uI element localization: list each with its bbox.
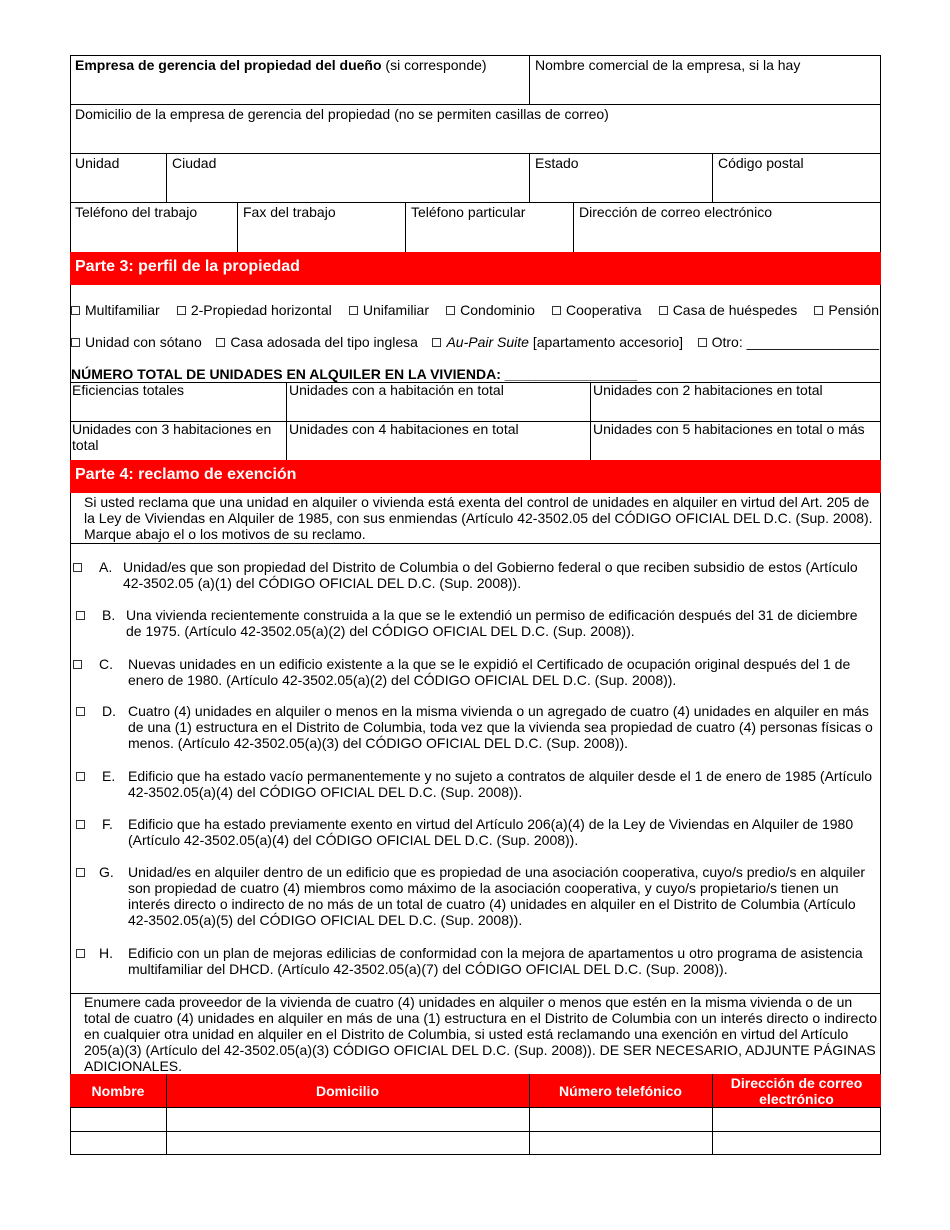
state-field[interactable] <box>530 153 713 203</box>
work-phone-field[interactable] <box>70 202 238 252</box>
property-type-option[interactable] <box>71 302 160 318</box>
checkbox[interactable] <box>814 306 823 315</box>
property-type-option[interactable] <box>216 334 418 350</box>
one-bed-label: Unidades con a habitación en total <box>289 382 504 398</box>
checkbox[interactable] <box>73 563 82 572</box>
checkbox[interactable] <box>349 306 358 315</box>
three-bed-field[interactable] <box>70 421 287 460</box>
claim-text: Nuevas unidades en un edificio existente a la que se le expidió el Certificado de ocupación original después del 1 de enero de 1980. (Artículo 42-3502.05(a)(2) del CÓDIGO OFICIAL DEL D.C. (Sup. 2008)). <box>128 656 851 688</box>
option-label: Casa adosada del tipo inglesa <box>230 334 418 350</box>
work-phone-label: Teléfono del trabajo <box>75 204 198 220</box>
option-label: Condominio <box>460 302 535 318</box>
checkbox[interactable] <box>76 949 85 958</box>
option-label: Multifamiliar <box>85 302 160 318</box>
one-bed-field[interactable] <box>287 382 591 421</box>
claim-letter: A. <box>99 559 113 575</box>
home-phone-label: Teléfono particular <box>411 204 526 220</box>
trade-name-field[interactable] <box>530 55 881 105</box>
property-type-option[interactable] <box>814 302 879 318</box>
two-bed-label: Unidades con 2 habitaciones en total <box>593 382 823 398</box>
checkbox[interactable] <box>177 306 186 315</box>
claim-letter: G. <box>99 864 114 880</box>
option-label: Unidad con sótano <box>85 334 202 350</box>
divider <box>529 55 530 105</box>
part4-title: Parte 4: reclamo de exención <box>75 466 297 483</box>
property-type-row-1 <box>71 302 879 318</box>
option-label-suffix: [apartamento accesorio] <box>528 334 684 350</box>
claim-letter: F. <box>102 816 113 832</box>
claim-text: Unidad/es en alquiler dentro de un edificio que es propiedad de una asociación cooperativa, cuyo/s predio/s en alquiler son propiedad de cuatro (4) miembros como máximo de la asociación cooperativa, y cuyo/s propietario/s tienen un interés directo o indirecto de no más de un total de cuatro (4) unidades en alquiler en el Distrito de Columbia (Artículo 42-3502.05(a)(5) del CÓDIGO OFICIAL DEL D.C. (Sup. 2008)). <box>128 864 866 928</box>
claim-text: Edificio que ha estado vacío permanentemente y no sujeto a contratos de alquiler desde el 1 de enero de 1985 (Artículo 42-3502.05(a)(4) del CÓDIGO OFICIAL DEL D.C. (Sup. 2008)). <box>128 768 873 800</box>
claim-letter: B. <box>102 607 116 623</box>
option-label: Unifamiliar <box>362 302 429 318</box>
four-bed-field[interactable] <box>287 421 591 460</box>
table-row[interactable] <box>70 1132 881 1154</box>
five-bed-field[interactable] <box>591 421 881 460</box>
option-label: Casa de huéspedes <box>672 302 798 318</box>
column-header-email: Dirección de correo electrónico <box>730 1074 863 1107</box>
property-type-row-2 <box>71 334 879 350</box>
checkbox[interactable] <box>76 772 85 781</box>
five-bed-label: Unidades con 5 habitaciones en total o más <box>593 421 865 437</box>
management-address-label: Domicilio de la empresa de gerencia del propiedad (no se permiten casillas de correo) <box>75 106 609 122</box>
checkbox[interactable] <box>659 306 668 315</box>
property-type-option[interactable] <box>432 334 683 350</box>
zip-label: Código postal <box>718 155 804 171</box>
providers-intro: Enumere cada proveedor de la vivienda de cuatro (4) unidades en alquiler o menos que estén en la misma vivienda o de un total de cuatro (4) unidades en alquiler en más de una (1) estructura en el Distrito de Columbia con un interés directo o indirecto en cualquier otra unidad en alquiler en el Distrito de Columbia, si usted está reclamando una exención en virtud del Artículo 205(a)(3) (Artículo del 42-3502.05(a)(3) CÓDIGO OFICIAL DEL D.C. (Sup. 2008)). DE SER NECESARIO, ADJUNTE PÁGINAS ADICIONALES. <box>84 994 877 1074</box>
claim-text: Edificio con un plan de mejoras edilicias de conformidad con la mejora de apartamentos u otro programa de asistencia multifamiliar del DHCD. (Artículo 42-3502.05(a)(7) del CÓDIGO OFICIAL DEL D.C. (Sup. 2008)). <box>128 945 863 977</box>
checkbox[interactable] <box>552 306 561 315</box>
claim-text: Cuatro (4) unidades en alquiler o menos en la misma vivienda o un agregado de cuatro (4) unidades en alquiler en más de una (1) estructura en el Distrito de Columbia, toda vez que la vivienda sea propiedad de cuatro (4) personas físicas o menos. (Artículo 42-3502.05(a)(3) del CÓDIGO OFICIAL DEL D.C. (Sup. 2008)). <box>128 703 873 751</box>
option-label: Cooperativa <box>566 302 642 318</box>
divider <box>70 543 881 544</box>
unit-field[interactable] <box>70 153 167 203</box>
management-company-field[interactable] <box>70 55 530 105</box>
unit-label: Unidad <box>75 155 120 171</box>
checkbox[interactable] <box>76 611 85 620</box>
efficiencies-label: Eficiencias totales <box>72 382 185 398</box>
zip-field[interactable] <box>713 153 881 203</box>
trade-name-label: Nombre comercial de la empresa, si la hay <box>535 57 801 73</box>
column-header-phone: Número telefónico <box>559 1082 682 1099</box>
option-label: Pensión <box>828 302 879 318</box>
four-bed-label: Unidades con 4 habitaciones en total <box>289 421 519 437</box>
management-address-field[interactable] <box>70 104 881 154</box>
claim-text: Edificio que ha estado previamente exento en virtud del Artículo 206(a)(4) de la Ley de Viviendas en Alquiler de 1980 (Artículo 42-3502.05(a)(4) del CÓDIGO OFICIAL DEL D.C. (Sup. 2008)). <box>128 816 854 848</box>
state-label: Estado <box>535 155 579 171</box>
claim-letter: H. <box>99 945 113 961</box>
total-units-label: NÚMERO TOTAL DE UNIDADES EN ALQUILER EN LA VIVIENDA: _________________ <box>71 366 638 382</box>
property-type-option[interactable] <box>446 302 535 318</box>
option-label: 2-Propiedad horizontal <box>190 302 332 318</box>
checkbox[interactable] <box>76 707 85 716</box>
property-type-option[interactable] <box>552 302 642 318</box>
email-label: Dirección de correo electrónico <box>579 204 772 220</box>
column-header-name: Nombre <box>91 1082 145 1099</box>
checkbox[interactable] <box>71 338 80 347</box>
work-fax-label: Fax del trabajo <box>243 204 336 220</box>
checkbox[interactable] <box>71 306 80 315</box>
part3-title: Parte 3: perfil de la propiedad <box>75 258 300 275</box>
claim-letter: C. <box>99 656 113 672</box>
claim-text: Unidad/es que son propiedad del Distrito de Columbia o del Gobierno federal o que reciben subsidio de estos (Artículo 42-3502.05 (a)(1) del CÓDIGO OFICIAL DEL D.C. (Sup. 2008)). <box>123 559 858 591</box>
property-type-option[interactable] <box>349 302 429 318</box>
city-label: Ciudad <box>172 155 217 171</box>
property-type-option[interactable] <box>177 302 332 318</box>
option-label: Au-Pair Suite <box>446 334 529 350</box>
efficiencies-field[interactable] <box>70 382 287 421</box>
home-phone-field[interactable] <box>406 202 574 252</box>
claim-letter: D. <box>102 703 116 719</box>
management-company-label: Empresa de gerencia del propiedad del dueño <box>75 57 382 73</box>
three-bed-label: Unidades con 3 habitaciones en total <box>72 421 272 453</box>
property-type-option[interactable] <box>659 302 798 318</box>
checkbox[interactable] <box>76 820 85 829</box>
part4-intro: Si usted reclama que una unidad en alquiler o vivienda está exenta del control de unidades en alquiler en virtud del Art. 205 de la Ley de Viviendas en Alquiler de 1985, con sus enmiendas (Artículo 42-3502.05 del CÓDIGO OFICIAL DEL D.C. (Sup. 2008). Marque abajo el o los motivos de su reclamo. <box>84 494 873 542</box>
work-fax-field[interactable] <box>238 202 406 252</box>
column-header-address: Domicilio <box>315 1082 379 1099</box>
checkbox[interactable] <box>432 338 441 347</box>
city-field[interactable] <box>167 153 530 203</box>
table-row[interactable] <box>70 1108 881 1131</box>
claim-text: Una vivienda recientemente construida a la que se le extendió un permiso de edificación después del 31 de diciembre de 1975. (Artículo 42-3502.05(a)(2) del CÓDIGO OFICIAL DEL D.C. (Sup. 2008)). <box>126 607 858 639</box>
checkbox[interactable] <box>216 338 225 347</box>
property-type-option[interactable] <box>71 334 202 350</box>
property-type-option[interactable] <box>698 334 879 350</box>
checkbox[interactable] <box>446 306 455 315</box>
checkbox[interactable] <box>698 338 707 347</box>
two-bed-field[interactable] <box>591 382 881 421</box>
email-field[interactable] <box>574 202 881 252</box>
claim-letter: E. <box>102 768 116 784</box>
part3-header <box>70 252 881 285</box>
checkbox[interactable] <box>76 868 85 877</box>
part4-header <box>70 460 881 493</box>
option-label: Otro: _________________ <box>711 334 879 350</box>
management-company-label-suffix: (si corresponde) <box>381 57 487 73</box>
checkbox[interactable] <box>73 660 82 669</box>
